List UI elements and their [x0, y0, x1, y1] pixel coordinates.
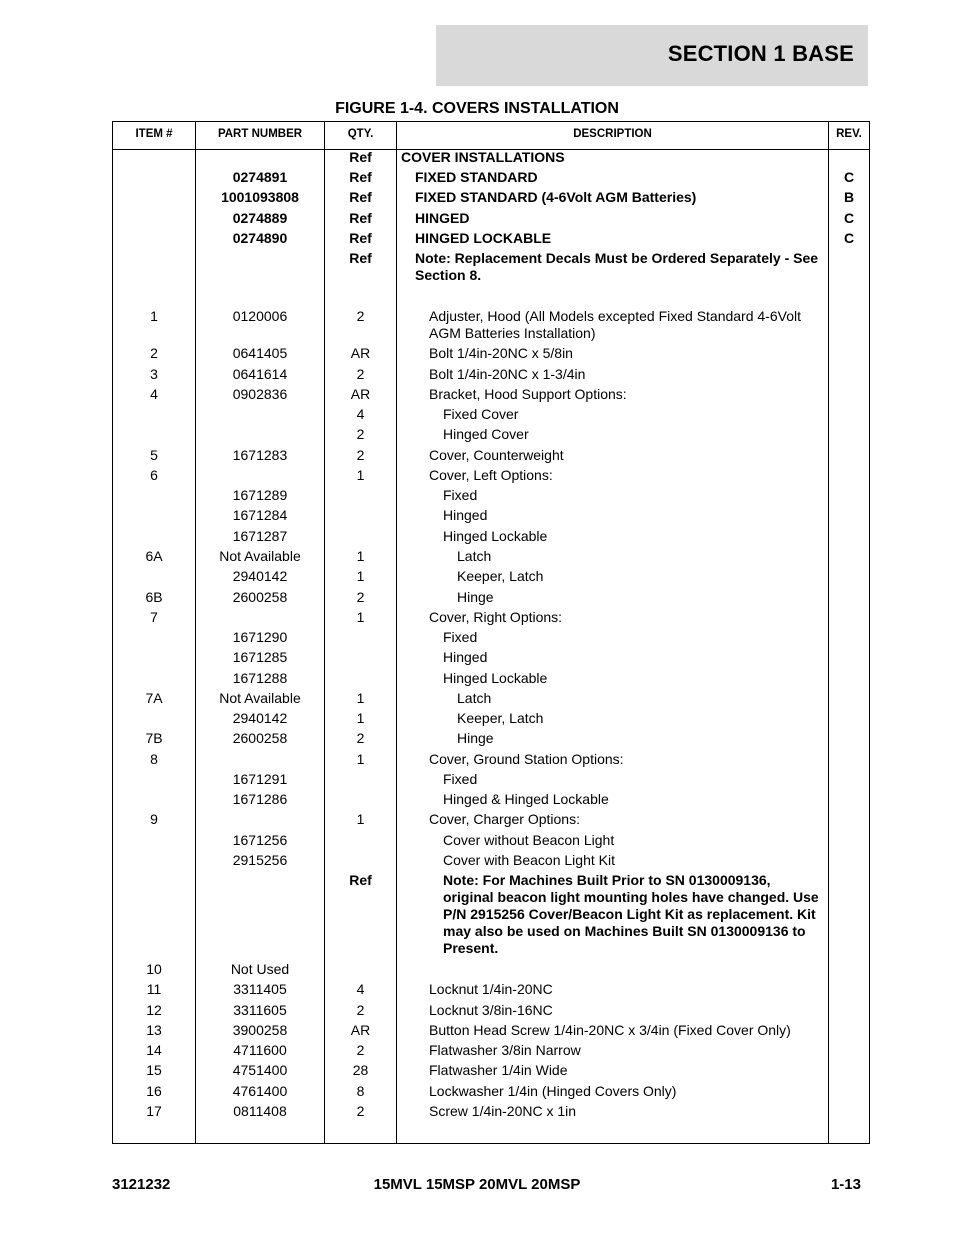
description-cell: Hinged	[443, 649, 488, 665]
description-cell: Bracket, Hood Support Options:	[429, 386, 627, 402]
part-number-cell: 3311605	[233, 1002, 287, 1018]
qty-cell: Ref	[349, 210, 372, 226]
part-number-cell: 1671283	[232, 447, 288, 463]
qty-cell: 2	[356, 730, 365, 746]
description-cell: FIXED STANDARD	[415, 169, 538, 185]
parts-table	[112, 121, 870, 1144]
description-cell: Keeper, Latch	[457, 710, 544, 726]
qty-cell: 1	[356, 690, 365, 706]
part-number-cell: 4751400	[232, 1062, 288, 1078]
part-number-cell: 0641614	[232, 366, 288, 382]
qty-cell: AR	[350, 1022, 371, 1038]
description-cell: Hinged	[443, 507, 488, 523]
qty-cell: 4	[356, 981, 365, 997]
item-number-cell: 16	[146, 1083, 162, 1099]
item-number-cell: 11	[146, 981, 162, 997]
item-number-cell: 14	[146, 1042, 162, 1058]
qty-cell: 1	[356, 568, 365, 584]
item-number-cell: 7	[150, 609, 158, 625]
column-header-description: DESCRIPTION	[573, 128, 652, 140]
qty-cell: 2	[356, 589, 365, 605]
part-number-cell: 0274891	[232, 169, 288, 185]
description-cell: Hinge	[457, 589, 494, 605]
part-number-cell: Not Used	[230, 961, 290, 977]
item-number-cell: 6A	[145, 548, 163, 564]
qty-cell: 2	[356, 447, 365, 463]
description-cell: Keeper, Latch	[457, 568, 544, 584]
description-cell: Hinged Lockable	[443, 670, 548, 686]
qty-cell: 1	[356, 548, 365, 564]
part-number-cell: 1671290	[232, 629, 288, 645]
item-number-cell: 3	[150, 366, 158, 382]
item-number-cell: 4	[150, 386, 158, 402]
description-cell: Note: For Machines Built Prior to SN 0130009136, original beacon light mounting holes have changed. Use P/N 2915256 Cover/Beacon Light Kit as replacement. Kit may also be used on Machines Built SN 0130009136 to Present.	[443, 872, 819, 956]
qty-cell: 1	[356, 609, 365, 625]
qty-cell: Ref	[349, 169, 372, 185]
rev-cell: C	[843, 169, 855, 185]
description-cell: Hinged Lockable	[443, 528, 548, 544]
part-number-cell: 0274889	[232, 210, 288, 226]
qty-cell: Ref	[349, 189, 372, 205]
part-number-cell: 0120006	[232, 308, 288, 324]
description-cell: Screw 1/4in-20NC x 1in	[429, 1103, 577, 1119]
column-header-qty: QTY.	[347, 128, 374, 140]
item-number-cell: 6	[150, 467, 158, 483]
part-number-cell: 0274890	[232, 230, 288, 246]
part-number-cell: 2940142	[232, 568, 288, 584]
figure-title: FIGURE 1-4. COVERS INSTALLATION	[335, 100, 619, 117]
description-cell: HINGED	[415, 210, 470, 226]
description-cell: Latch	[457, 690, 492, 706]
column-header-rev: REV.	[836, 128, 862, 140]
rev-cell: B	[843, 189, 855, 205]
footer-models: 15MVL 15MSP 20MVL 20MSP	[373, 1176, 581, 1193]
item-number-cell: 10	[146, 961, 162, 977]
part-number-cell: 1671289	[232, 487, 288, 503]
item-number-cell: 13	[146, 1022, 162, 1038]
rev-cell: C	[843, 230, 855, 246]
description-cell: Cover, Right Options:	[429, 609, 563, 625]
part-number-cell: 2600258	[232, 589, 288, 605]
description-cell: Cover without Beacon Light	[443, 832, 615, 848]
qty-cell: 2	[356, 1103, 365, 1119]
qty-cell: Ref	[349, 872, 372, 888]
description-cell: Hinged & Hinged Lockable	[443, 791, 609, 807]
description-cell: Cover, Left Options:	[429, 467, 553, 483]
item-number-cell: 7A	[145, 690, 163, 706]
qty-cell: Ref	[349, 230, 372, 246]
item-number-cell: 7B	[145, 730, 163, 746]
column-divider	[396, 122, 397, 1143]
item-number-cell: 2	[150, 345, 158, 361]
part-number-cell: 2915256	[232, 852, 288, 868]
part-number-cell: Not Available	[219, 690, 301, 706]
qty-cell: AR	[350, 345, 371, 361]
part-number-cell: 3311405	[233, 981, 287, 997]
description-cell: Fixed	[443, 629, 478, 645]
qty-cell: 2	[356, 366, 365, 382]
part-number-cell: 1671288	[232, 670, 288, 686]
description-cell: HINGED LOCKABLE	[415, 230, 552, 246]
description-cell: Fixed	[443, 487, 478, 503]
qty-cell: AR	[350, 386, 371, 402]
column-header-item: ITEM #	[135, 128, 173, 140]
item-number-cell: 17	[146, 1103, 162, 1119]
description-cell: Latch	[457, 548, 492, 564]
part-number-cell: Not Available	[219, 548, 301, 564]
description-cell: Flatwasher 1/4in Wide	[429, 1062, 568, 1078]
item-number-cell: 1	[150, 308, 158, 324]
part-number-cell: 3900258	[232, 1022, 288, 1038]
rev-cell: C	[843, 210, 855, 226]
part-number-cell: 1671286	[232, 791, 288, 807]
qty-cell: 1	[356, 751, 365, 767]
part-number-cell: 1001093808	[221, 189, 299, 205]
description-cell: Cover, Ground Station Options:	[429, 751, 624, 767]
part-number-cell: 1671287	[232, 528, 288, 544]
part-number-cell: 0641405	[232, 345, 288, 361]
part-number-cell: 1671256	[232, 832, 288, 848]
item-number-cell: 9	[150, 811, 158, 827]
part-number-cell: 4711600	[233, 1042, 287, 1058]
description-cell: Button Head Screw 1/4in-20NC x 3/4in (Fixed Cover Only)	[429, 1022, 791, 1038]
part-number-cell: 1671284	[232, 507, 288, 523]
qty-cell: 8	[356, 1083, 365, 1099]
qty-cell: 28	[352, 1062, 369, 1078]
description-cell: Locknut 3/8in-16NC	[429, 1002, 553, 1018]
description-cell: Lockwasher 1/4in (Hinged Covers Only)	[429, 1083, 677, 1099]
description-cell: Hinged Cover	[443, 426, 529, 442]
qty-cell: 2	[356, 308, 365, 324]
column-divider	[828, 122, 829, 1143]
description-cell: Fixed	[443, 771, 478, 787]
item-number-cell: 12	[146, 1002, 162, 1018]
qty-cell: 1	[356, 710, 365, 726]
description-cell: Bolt 1/4in-20NC x 5/8in	[429, 345, 573, 361]
item-number-cell: 8	[150, 751, 158, 767]
description-cell: COVER INSTALLATIONS	[401, 149, 565, 165]
qty-cell: 4	[356, 406, 365, 422]
footer-doc-number: 3121232	[112, 1176, 171, 1193]
description-cell: FIXED STANDARD (4-6Volt AGM Batteries)	[415, 189, 697, 205]
part-number-cell: 0902836	[232, 386, 288, 402]
description-cell: Fixed Cover	[443, 406, 519, 422]
qty-cell: Ref	[349, 250, 372, 266]
item-number-cell: 6B	[145, 589, 163, 605]
part-number-cell: 2600258	[232, 730, 288, 746]
item-number-cell: 5	[150, 447, 158, 463]
description-cell: Cover, Counterweight	[429, 447, 564, 463]
section-title: SECTION 1 BASE	[667, 41, 854, 66]
description-cell: Adjuster, Hood (All Models excepted Fixed Standard 4-6Volt AGM Batteries Installation)	[429, 308, 801, 341]
qty-cell: 2	[356, 426, 365, 442]
qty-cell: 1	[356, 811, 365, 827]
description-cell: Cover with Beacon Light Kit	[443, 852, 615, 868]
section-header-box	[436, 25, 868, 86]
item-number-cell: 15	[146, 1062, 162, 1078]
qty-cell: Ref	[349, 149, 372, 165]
part-number-cell: 1671285	[232, 649, 288, 665]
footer-page-number: 1-13	[830, 1176, 861, 1193]
description-cell: Flatwasher 3/8in Narrow	[429, 1042, 581, 1058]
part-number-cell: 2940142	[232, 710, 288, 726]
part-number-cell: 1671291	[232, 771, 288, 787]
description-cell: Bolt 1/4in-20NC x 1-3/4in	[429, 366, 586, 382]
part-number-cell: 0811408	[233, 1103, 287, 1119]
qty-cell: 2	[356, 1002, 365, 1018]
description-cell: Locknut 1/4in-20NC	[429, 981, 553, 997]
description-cell: Cover, Charger Options:	[429, 811, 580, 827]
qty-cell: 1	[356, 467, 365, 483]
column-header-part-number: PART NUMBER	[217, 128, 303, 140]
part-number-cell: 4761400	[232, 1083, 288, 1099]
description-cell: Note: Replacement Decals Must be Ordered Separately - See Section 8.	[415, 250, 819, 283]
qty-cell: 2	[356, 1042, 365, 1058]
description-cell: Hinge	[457, 730, 494, 746]
